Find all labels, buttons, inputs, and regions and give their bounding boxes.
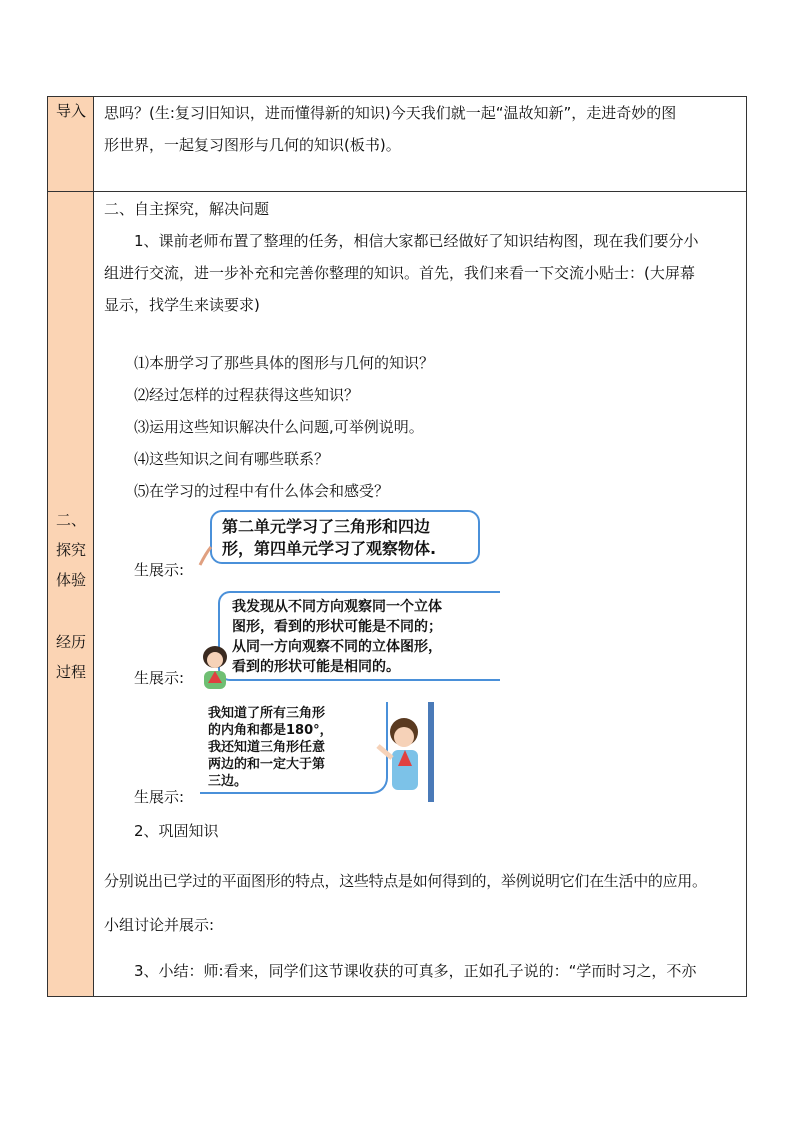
bubble-line: 的内角和都是180°， — [208, 723, 333, 738]
explore-label-line: 经历 — [55, 633, 86, 651]
bubble-line: 看到的形状可能是相同的。 — [232, 659, 400, 675]
summary-text: 3、小结：师:看来，同学们这节课收获的可真多，正如孔子说的：“学而时习之，不亦 — [134, 962, 697, 980]
group-discussion-text: 小组讨论并展示: — [104, 916, 215, 934]
bubble-line: 我知道了所有三角形 — [208, 706, 326, 721]
bubble-line: 图形，看到的形状可能是不同的； — [232, 619, 442, 635]
explore-label-line: 体验 — [55, 571, 86, 589]
consolidate-title: 2、巩固知识 — [134, 822, 219, 840]
intro-text — [104, 97, 738, 161]
consolidate-text: 分别说出已学过的平面图形的特点，这些特点是如何得到的，举例说明它们在生活中的应用。 — [104, 872, 707, 890]
student-girl-figure-2 — [372, 702, 442, 802]
explore-label-line: 二、 — [55, 511, 86, 529]
speech-bubble-1 — [210, 510, 480, 564]
section-title: 二、自主探究，解决问题 — [104, 200, 270, 218]
intro-line: 形世界，一起复习图形与几何的知识(板书)。 — [104, 136, 401, 154]
speech-bubble-3 — [200, 702, 388, 794]
bubble-line: 从同一方向观察不同的立体图形， — [232, 639, 442, 655]
bubble-line: 形，第四单元学习了观察物体. — [222, 539, 437, 558]
show-label: 生展示: — [134, 669, 185, 687]
task-line: 显示，找学生来读要求) — [104, 296, 260, 314]
question-item: ⑶运用这些知识解决什么问题,可举例说明。 — [134, 418, 424, 436]
bubble-line: 我还知道三角形任意 — [208, 740, 326, 755]
show-label: 生展示: — [134, 561, 185, 579]
question-list — [104, 347, 738, 507]
task-line: 1、课前老师布置了整理的任务，相信大家都已经做好了知识结构图，现在我们要分小 — [134, 232, 699, 250]
explore-label-line: 探究 — [55, 541, 86, 559]
lesson-table — [47, 96, 747, 997]
speech-bubble-2 — [218, 591, 500, 681]
intro-label: 导入 — [55, 102, 86, 120]
bubble-line: 两边的和一定大于第 — [208, 757, 326, 772]
question-item: ⑷这些知识之间有哪些联系？ — [134, 450, 330, 468]
show-label: 生展示: — [134, 788, 185, 806]
bubble-line: 我发现从不同方向观察同一个立体 — [232, 599, 442, 615]
question-item: ⑵经过怎样的过程获得这些知识？ — [134, 386, 360, 404]
question-item: ⑴本册学习了那些具体的图形与几何的知识？ — [134, 354, 435, 372]
row-divider — [48, 191, 746, 192]
bubble-line: 第二单元学习了三角形和四边 — [222, 517, 431, 536]
question-item: ⑸在学习的过程中有什么体会和感受？ — [134, 482, 390, 500]
explore-text — [104, 193, 738, 321]
student-girl-figure — [198, 645, 232, 689]
intro-line: 思吗？(生:复习旧知识，进而懂得新的知识)今天我们就一起“温故知新”，走进奇妙的图 — [104, 104, 677, 122]
task-line: 组进行交流，进一步补充和完善你整理的知识。首先，我们来看一下交流小贴士：(大屏幕 — [104, 264, 695, 282]
hand-figure — [198, 545, 212, 569]
bubble-line: 三边。 — [208, 774, 248, 789]
explore-label-line: 过程 — [55, 663, 86, 681]
consolidate-section — [104, 815, 738, 987]
